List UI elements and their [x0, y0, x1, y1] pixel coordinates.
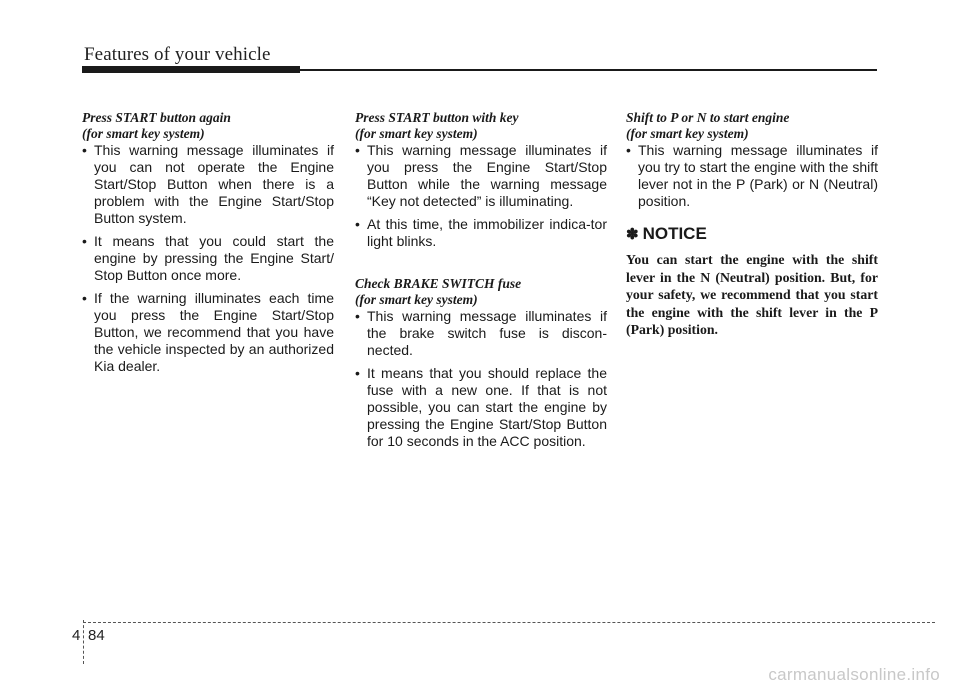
section-heading [355, 276, 607, 308]
section-heading-line: Shift to P or N to start engine [626, 110, 790, 125]
page-header-title: Features of your vehicle [84, 44, 271, 65]
chapter-number: 4 [72, 627, 81, 644]
watermark: carmanualsonline.info [768, 665, 940, 684]
column-2 [355, 110, 607, 456]
bullet-item: • This warning message illuminates if the brake switch fuse is discon-nected. [355, 308, 607, 359]
bullet-item: • At this time, the immobilizer indica-tor light blinks. [355, 216, 607, 250]
notice-heading [626, 224, 878, 245]
bullet-item: • This warning message illuminates if you press the Engine Start/Stop Button while the warning message “Key not detected” is illuminating. [355, 142, 607, 210]
header-bar [82, 66, 300, 73]
bullet-item: • This warning message illuminates if you can not operate the Engine Start/Stop Button when there is a problem with the Engine Start/Stop Button system. [82, 142, 334, 227]
page-number: 84 [88, 627, 105, 644]
bullet-item: • It means that you should replace the fuse with a new one. If that is not possible, you can start the engine by pressing the Engine Start/Stop Button for 10 seconds in the ACC position. [355, 365, 607, 450]
footer-dashed-divider [83, 620, 84, 664]
bullet-item: • If the warning illuminates each time you press the Engine Start/Stop Button, we recommend that you have the vehicle inspected by an authorized Kia dealer. [82, 290, 334, 375]
bullet-list [82, 142, 334, 375]
section-heading-line: Press START button again [82, 110, 231, 125]
section-heading-line: Press START button with key [355, 110, 519, 125]
bullet-list [626, 142, 878, 210]
notice-title: NOTICE [642, 224, 707, 243]
header-rule [300, 69, 877, 71]
bullet-item: • It means that you could start the engine by pressing the Engine Start/ Stop Button once more. [82, 233, 334, 284]
section-heading-subline: (for smart key system) [355, 292, 478, 307]
section-heading-subline: (for smart key system) [626, 126, 749, 141]
section-heading [82, 110, 334, 142]
section-heading-line: Check BRAKE SWITCH fuse [355, 276, 522, 291]
column-1 [82, 110, 334, 381]
section-heading [626, 110, 878, 142]
footer-dashed-rule [83, 622, 935, 623]
bullet-list [355, 308, 607, 450]
bullet-list [355, 142, 607, 250]
column-3 [626, 110, 878, 339]
section-heading-subline: (for smart key system) [82, 126, 205, 141]
notice-star-icon: ✽ [626, 226, 639, 243]
notice-body: You can start the engine with the shift lever in the N (Neutral) position. But, for your safety, we recommend that you start the engine with the shift lever in the P (Park) position. [626, 252, 878, 337]
bullet-item: • This warning message illuminates if you try to start the engine with the shift lever not in the P (Park) or N (Neutral) position. [626, 142, 878, 210]
section-heading [355, 110, 607, 142]
section-heading-subline: (for smart key system) [355, 126, 478, 141]
